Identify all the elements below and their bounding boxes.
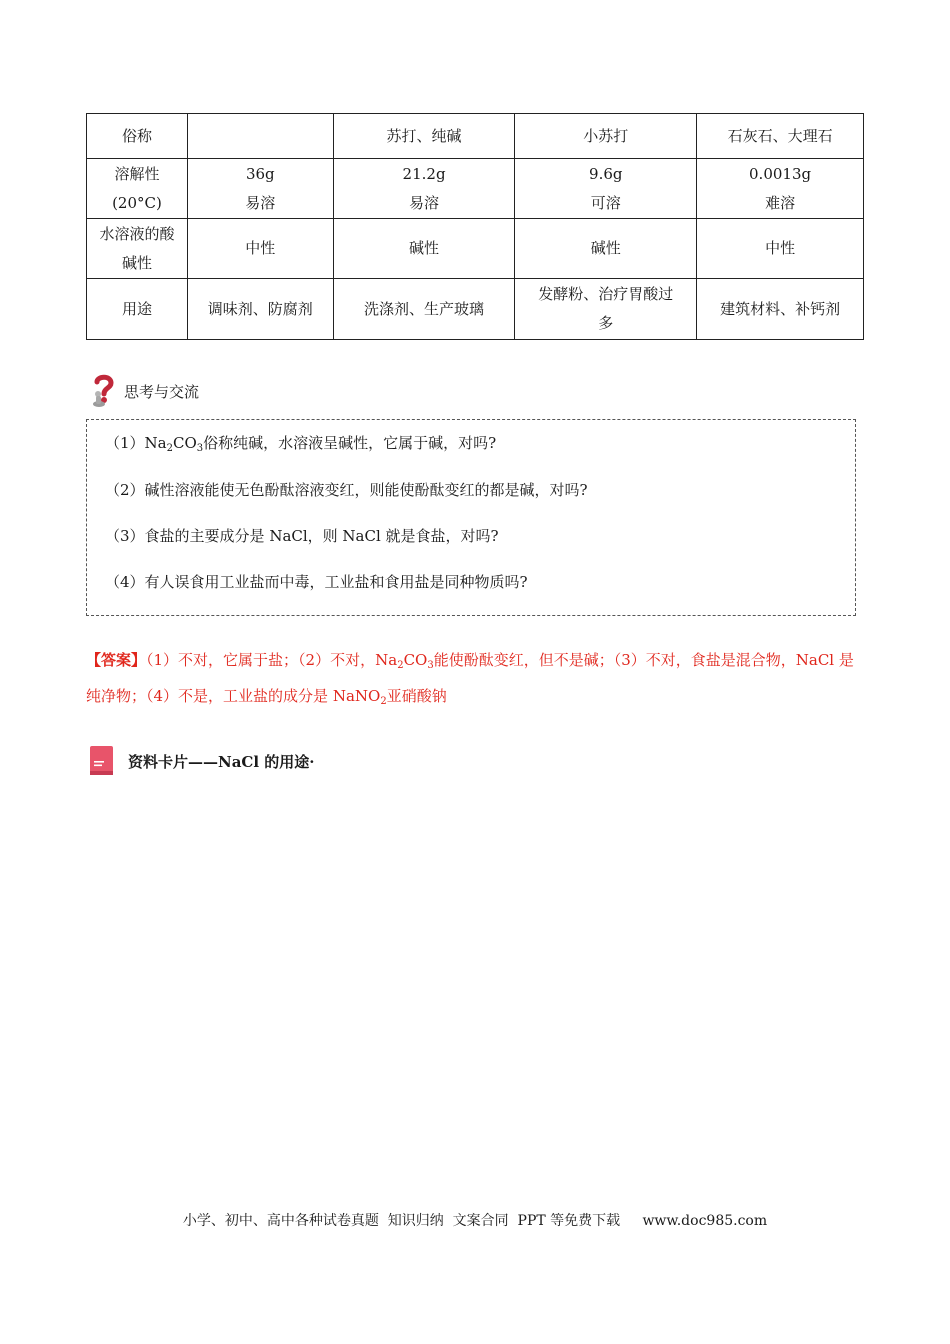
table-cell: 21.2g 易溶 [333,159,515,219]
table-cell: 苏打、纯碱 [333,114,515,159]
table-cell: 建筑材料、补钙剂 [697,279,864,340]
row-label: 水溶液的酸 碱性 [87,219,188,279]
table-row [87,159,864,219]
table-cell: 9.6g 可溶 [515,159,697,219]
data-card-title: 资料卡片——NaCl 的用途· [128,752,315,771]
footer-text: 小学、初中、高中各种试卷真题 知识归纳 文案合同 PPT 等免费下载 www.doc985.com [182,1213,768,1229]
question-2: （2）碱性溶液能使无色酚酞溶液变红，则能使酚酞变红的都是碱，对吗? [105,481,588,499]
think-section-header [88,374,199,408]
book-icon [88,745,116,777]
table-cell [187,114,333,159]
table-cell: 碱性 [515,219,697,279]
think-section-title: 思考与交流 [124,382,200,401]
table-cell: 0.0013g 难溶 [697,159,864,219]
data-card-header [88,745,315,777]
table-cell: 调味剂、防腐剂 [187,279,333,340]
table-cell: 中性 [187,219,333,279]
table-row [87,219,864,279]
table-cell: 36g 易溶 [187,159,333,219]
table-row [87,279,864,340]
question-3: （3）食盐的主要成分是 NaCl，则 NaCl 就是食盐，对吗? [105,527,499,545]
row-label: 俗称 [87,114,188,159]
answer-tag: 【答案】 [86,651,147,669]
question-1: $(1)Na_2CO_3$俗称纯碱，水溶液呈碱性，它属于碱，对吗? [105,434,497,454]
table-cell: 碱性 [333,219,515,279]
table-cell: 小苏打 [515,114,697,159]
table-cell: 发酵粉、治疗胃酸过 多 [515,279,697,340]
table-cell: 石灰石、大理石 [697,114,864,159]
table-cell: 中性 [697,219,864,279]
answer-paragraph: 【答案】（1）不对，它属于盐；（2）不对，$Na_2CO_3$能使酚酞变红，但不是碱；（3）不对，食盐是混合物，NaCl 是纯净物；（4）不是，工业盐的成分是 NaNO$_2$亚硝酸钠 [86,651,854,707]
row-label: 用途 [87,279,188,340]
properties-table [86,113,864,340]
question-4: （4）有人误食用工业盐而中毒，工业盐和食用盐是同种物质吗? [105,573,528,591]
question-mark-icon [88,374,118,408]
row-label: 溶解性 (20°C) [87,159,188,219]
table-row [87,114,864,159]
table-cell: 洗涤剂、生产玻璃 [333,279,515,340]
question-box [86,419,856,616]
